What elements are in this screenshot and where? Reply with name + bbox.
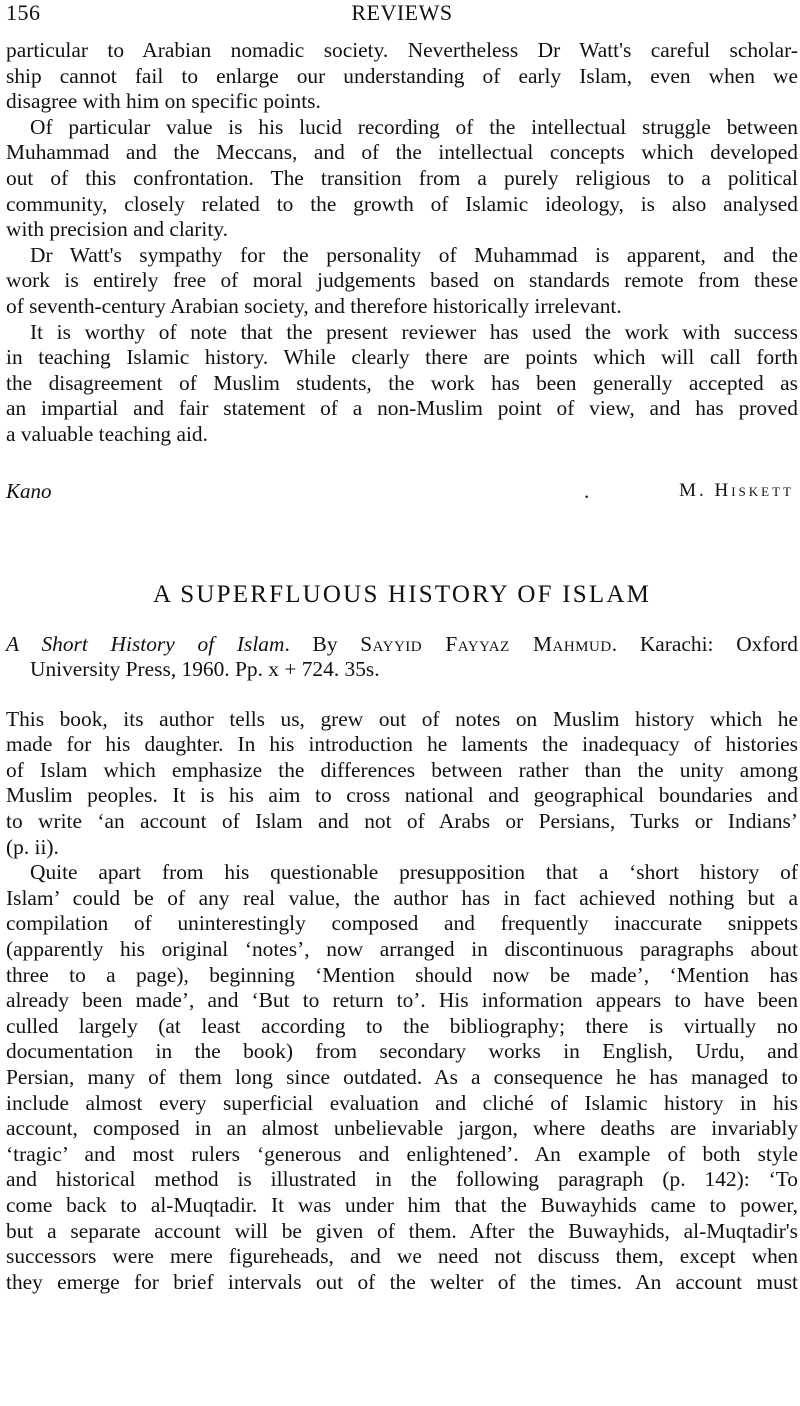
text-line: Muslim peoples. It is his aim to cross national and geographical boundaries and — [6, 783, 798, 808]
text-line: Dr Watt's sympathy for the personality of Muhammad is apparent, and the — [30, 242, 798, 267]
text-line: a valuable teaching aid. — [6, 421, 208, 446]
text-line: to write ‘an account of Islam and not of Arabs or Persians, Turks or Indians’ — [6, 809, 798, 834]
text-line: successors were mere figureheads, and we need not discuss them, except when — [6, 1244, 798, 1269]
text-line: community, closely related to the growth of Islamic ideology, is also analysed — [6, 191, 798, 216]
text-line: in teaching Islamic history. While clearly there are points which will call forth — [6, 345, 798, 370]
text-line: already been made’, and ‘But to return to’. His information appears to have been — [6, 988, 798, 1013]
citation-line — [6, 632, 798, 658]
signature-separator: . — [584, 478, 590, 503]
text-line: compilation of uninterestingly composed and frequently inaccurate snippets — [6, 911, 798, 936]
reviewer-location: Kano — [6, 478, 52, 503]
book-title: A Short History of Islam — [6, 631, 285, 656]
text-line: Of particular value is his lucid recording of the intellectual struggle between — [30, 114, 798, 139]
text-line: three to a page), beginning ‘Mention should now be made’, ‘Mention has — [6, 962, 798, 987]
journal-page — [6, 0, 798, 1295]
text-line: an impartial and fair statement of a non-Muslim point of view, and has proved — [6, 396, 798, 421]
running-head — [6, 0, 798, 30]
text-line: come back to al-Muqtadir. It was under him that the Buwayhids came to power, — [6, 1192, 798, 1217]
text-line: they emerge for brief intervals out of the welter of the times. An account must — [6, 1269, 798, 1294]
text-line: It is worthy of note that the present reviewer has used the work with success — [30, 319, 798, 344]
paragraph — [6, 860, 798, 1295]
text-line: but a separate account will be given of them. After the Buwayhids, al-Muqtadir's — [6, 1218, 798, 1243]
text-line: the disagreement of Muslim students, the work has been generally accepted as — [6, 370, 798, 395]
text-line: made for his daughter. In his introduction he laments the inadequacy of histories — [6, 732, 798, 757]
text-line: disagree with him on specific points. — [6, 89, 321, 114]
text-line: work is entirely free of moral judgements based on standards remote from these — [6, 268, 798, 293]
text-line: This book, its author tells us, grew out of notes on Muslim history which he — [6, 706, 798, 731]
text-line: Muhammad and the Meccans, and of the intellectual concepts which developed — [6, 140, 798, 165]
text-line: particular to Arabian nomadic society. Nevertheless Dr Watt's careful scholar- — [6, 38, 798, 62]
text-line: Quite apart from his questionable presupposition that a ‘short history of — [30, 860, 798, 885]
text-line: include almost every superficial evaluation and cliché of Islamic history in his — [6, 1090, 798, 1115]
text-line: Persian, many of them long since outdated. As a consequence he has managed to — [6, 1065, 798, 1089]
text-line: with precision and clarity. — [6, 217, 228, 242]
previous-review — [6, 38, 798, 506]
book-citation — [6, 632, 798, 683]
citation-publisher: . Karachi: Oxford — [611, 631, 798, 656]
reviewer-name: M. Hiskett — [679, 479, 794, 501]
text-line: Islam’ could be of any real value, the author has in fact achieved nothing but a — [6, 885, 798, 910]
review-title: A SUPERFLUOUS HISTORY OF ISLAM — [152, 580, 652, 608]
paragraph — [6, 115, 798, 243]
text-line: of seventh-century Arabian society, and therefore historically irrelevant. — [6, 293, 622, 318]
text-line: ‘tragic’ and most rulers ‘generous and enlightened’. An example of both style — [6, 1141, 798, 1166]
text-line: and historical method is illustrated in the following paragraph (p. 142): ‘To — [6, 1167, 798, 1192]
text-line: of Islam which emphasize the differences between rather than the unity among — [6, 757, 798, 782]
book-author: Sayyid Fayyaz Mahmud — [360, 631, 612, 656]
running-head-title: REVIEWS — [351, 0, 453, 25]
paragraph — [6, 707, 798, 861]
paragraph — [6, 243, 798, 320]
text-line: documentation in the book) from secondary works in English, Urdu, and — [6, 1039, 798, 1064]
paragraph — [6, 38, 798, 115]
text-line: (apparently his original ‘notes’, now arranged in discontinuous paragraphs about — [6, 937, 798, 962]
text-line: out of this confrontation. The transition from a purely religious to a political — [6, 165, 798, 190]
text-line: account, composed in an almost unbelievable jargon, where deaths are invariably — [6, 1116, 798, 1141]
citation-line: University Press, 1960. Pp. x + 724. 35s. — [30, 657, 380, 682]
signature — [6, 478, 798, 506]
text-line: ship cannot fail to enlarge our understanding of early Islam, even when we — [6, 63, 798, 88]
paragraph — [6, 320, 798, 448]
text-line: (p. ii). — [6, 834, 59, 859]
review — [6, 580, 798, 1296]
page-number: 156 — [6, 0, 41, 25]
citation-by: . By — [284, 631, 361, 656]
text-line: culled largely (at least according to the bibliography; there is virtually no — [6, 1013, 798, 1038]
